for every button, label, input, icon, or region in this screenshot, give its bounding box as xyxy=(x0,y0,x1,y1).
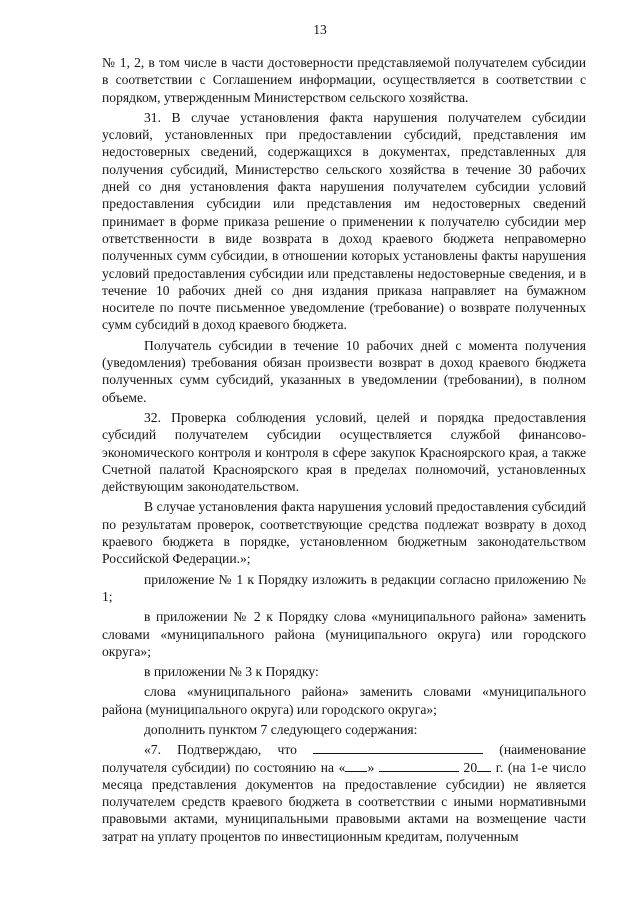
recipient-name-blank xyxy=(313,741,483,754)
year-blank xyxy=(477,759,491,772)
paragraph-appendix-3: в приложении № 3 к Порядку: xyxy=(144,664,319,680)
paragraph-appendix-1: приложение № 1 к Порядку изложить в редакции согласно приложению № 1; xyxy=(102,571,586,604)
paragraph-refund-obligation: Получатель субсидии в течение 10 рабочих дней с момента получения (уведомления) требования обязан произвести возврат в доход краевого бюджета полученных сумм субсидий, указанных в уведомлении (требовании), в полном объеме. xyxy=(102,337,586,405)
month-blank xyxy=(379,759,459,772)
confirmation-text-a: (наименование получателя субсидии) по состоянию на « xyxy=(102,742,586,775)
document-body xyxy=(102,54,586,845)
paragraph-appendix-2: в приложении № 2 к Порядку слова «муниципального района» заменить словами «муниципального района (муниципального округа) или городского округа»; xyxy=(102,609,586,659)
paragraph-replace-words: слова «муниципального района» заменить словами «муниципального района (муниципального округа) или городского округа»; xyxy=(102,684,586,717)
day-blank xyxy=(345,759,367,772)
paragraph-continuation: № 1, 2, в том числе в части достоверности представляемой получателем субсидии в соответствии с Соглашением информации, осуществляется в соответствии с порядком, утвержденным Министерством сельского хозяйства. xyxy=(102,55,586,105)
year-prefix: 20 xyxy=(463,759,478,775)
confirmation-intro: «7. Подтверждаю, что xyxy=(144,742,297,758)
quote-close: » xyxy=(367,759,375,775)
paragraph-item-31: 31. В случае установления факта нарушения получателем субсидии условий, установленных при предоставлении субсидий, представления им недостоверных сведений, содержащихся в документах, представленных для получения субсидий, Министерство сельского хозяйства в течение 30 рабочих дней со дня установления факта нарушения получателем субсидии условий предоставления субсидии или представления им недостоверных сведений принимает в форме приказа решение о применении к получателю субсидии мер ответственности в виде возврата в доход краевого бюджета неправомерно полученных сумм субсидии, в отношении которых установлены факты нарушения условий предоставления субсидии или представлены недостоверные сведения, и в течение 10 рабочих дней со дня издания приказа направляет на бумажном носителе по почте письменное уведомление (требование) о возврате полученных сумм субсидий в доход краевого бюджета. xyxy=(102,109,586,333)
paragraph-add-item-7: дополнить пунктом 7 следующего содержания: xyxy=(144,721,418,737)
paragraph-item-7-confirmation xyxy=(102,741,586,845)
paragraph-item-32: 32. Проверка соблюдения условий, целей и порядка предоставления субсидий получателем субсидии осуществляется службой финансово-экономического контроля и контроля в сфере закупок Красноярского края, а также Счетной палатой Красноярского края в пределах полномочий, установленных действующим законодательством. xyxy=(102,409,586,495)
confirmation-text-b: г. (на 1-е число месяца представления документов на предоставление субсидии) не является получателем средств краевого бюджета в соответствии с иными нормативными правовыми актами, муниципальными правовыми актами на возмещение части затрат на уплату процентов по инвестиционным кредитам, полученным xyxy=(102,759,587,844)
page-number: 13 xyxy=(313,22,327,37)
paragraph-violation-refund: В случае установления факта нарушения условий предоставления субсидий по результатам проверок, соответствующие средства подлежат возврату в доход краевого бюджета в порядке, установленном бюджетным законодательством Российской Федерации.»; xyxy=(102,499,586,567)
